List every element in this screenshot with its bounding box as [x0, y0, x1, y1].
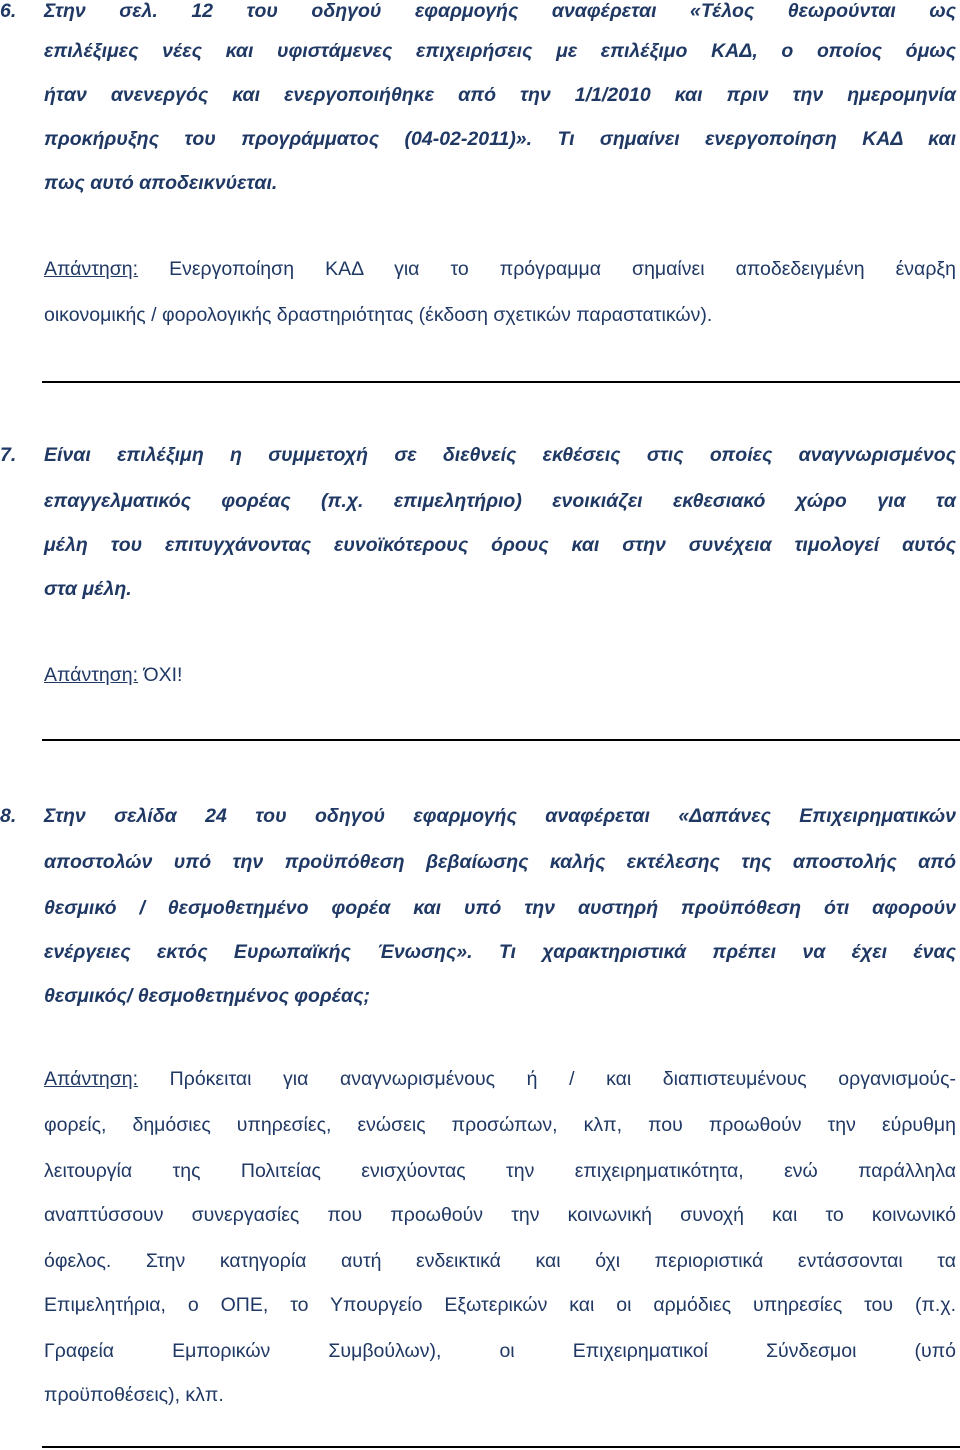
answer-8-line-3: λειτουργία της Πολιτείας ενισχύοντας την επιχειρηματικότητα, ενώ παράλληλα	[44, 1160, 956, 1182]
question-7-line-3: μέλη του επιτυγχάνοντας ευνοϊκότερους όρους και στην συνέχεια τιμολογεί αυτός	[44, 534, 956, 556]
question-8-line-1: 8. Στην σελίδα 24 του οδηγού εφαρμογής αναφέρεται «Δαπάνες Επιχειρηματικών	[0, 805, 956, 827]
answer-6-line-1: Απάντηση: Ενεργοποίηση ΚΑΔ για το πρόγραμμα σημαίνει αποδεδειγμένη έναρξη	[44, 258, 956, 280]
answer-8-line-7: Γραφεία Εμπορικών Συμβούλων), οι Επιχειρηματικοί Σύνδεσμοι (υπό	[44, 1340, 956, 1362]
separator-rule	[42, 739, 960, 741]
question-8-line-3: θεσμικό / θεσμοθετημένο φορέα και υπό την αυστηρή προϋπόθεση ότι αφορούν	[44, 897, 956, 919]
question-6-number: 6.	[0, 0, 17, 22]
question-6-line-1: 6. Στην σελ. 12 του οδηγού εφαρμογής αναφέρεται «Τέλος θεωρούνται ως	[0, 0, 956, 22]
question-8-line-5: θεσμικός/ θεσμοθετημένος φορέας;	[44, 985, 371, 1007]
answer-8-line-5: όφελος. Στην κατηγορία αυτή ενδεικτικά και όχι περιοριστικά εντάσσονται τα	[44, 1250, 956, 1272]
answer-6-label: Απάντηση:	[44, 258, 139, 280]
question-7-line-1: 7. Είναι επιλέξιμη η συμμετοχή σε διεθνείς εκθέσεις στις οποίες αναγνωρισμένος	[0, 444, 956, 466]
answer-8-line-6: Επιμελητήρια, ο ΟΠΕ, το Υπουργείο Εξωτερικών και οι αρμόδιες υπηρεσίες του (π.χ.	[44, 1294, 956, 1316]
question-6-line-3: ήταν ανενεργός και ενεργοποιήθηκε από την 1/1/2010 και πριν την ημερομηνία	[44, 84, 956, 106]
separator-rule	[42, 1446, 960, 1448]
answer-8-line-8: προϋποθέσεις), κλπ.	[44, 1384, 224, 1406]
question-8-line-2: αποστολών υπό την προϋπόθεση βεβαίωσης καλής εκτέλεσης της αποστολής από	[44, 851, 956, 873]
separator-rule	[42, 381, 960, 383]
question-6-line-4: προκήρυξης του προγράμματος (04-02-2011)». Τι σημαίνει ενεργοποίηση ΚΑΔ και	[44, 128, 956, 150]
question-7-line-2: επαγγελματικός φορέας (π.χ. επιμελητήριο) ενοικιάζει εκθεσιακό χώρο για τα	[44, 490, 956, 512]
question-7-number: 7.	[0, 444, 17, 466]
question-6-line-2: επιλέξιμες νέες και υφιστάμενες επιχειρήσεις με επιλέξιμο ΚΑΔ, ο οποίος όμως	[44, 40, 956, 62]
answer-7-label: Απάντηση:	[44, 664, 139, 686]
answer-8-line-2: φορείς, δημόσιες υπηρεσίες, ενώσεις προσώπων, κλπ, που προωθούν την εύρυθμη	[44, 1114, 956, 1136]
answer-8-line-4: αναπτύσσουν συνεργασίες που προωθούν την κοινωνική συνοχή και το κοινωνικό	[44, 1204, 956, 1226]
answer-8-label: Απάντηση:	[44, 1068, 139, 1090]
answer-6-line-2: οικονομικής / φορολογικής δραστηριότητας (έκδοση σχετικών παραστατικών).	[44, 304, 713, 326]
question-6-line-5: πως αυτό αποδεικνύεται.	[44, 172, 278, 194]
question-8-line-4: ενέργειες εκτός Ευρωπαϊκής Ένωσης». Τι χαρακτηριστικά πρέπει να έχει ένας	[44, 941, 956, 963]
answer-7-line-1: Απάντηση: ΌΧΙ!	[44, 664, 183, 686]
question-8-number: 8.	[0, 805, 17, 827]
answer-8-line-1: Απάντηση: Πρόκειται για αναγνωρισμένους ή / και διαπιστευμένους οργανισμούς-	[44, 1068, 956, 1090]
question-7-line-4: στα μέλη.	[44, 578, 132, 600]
